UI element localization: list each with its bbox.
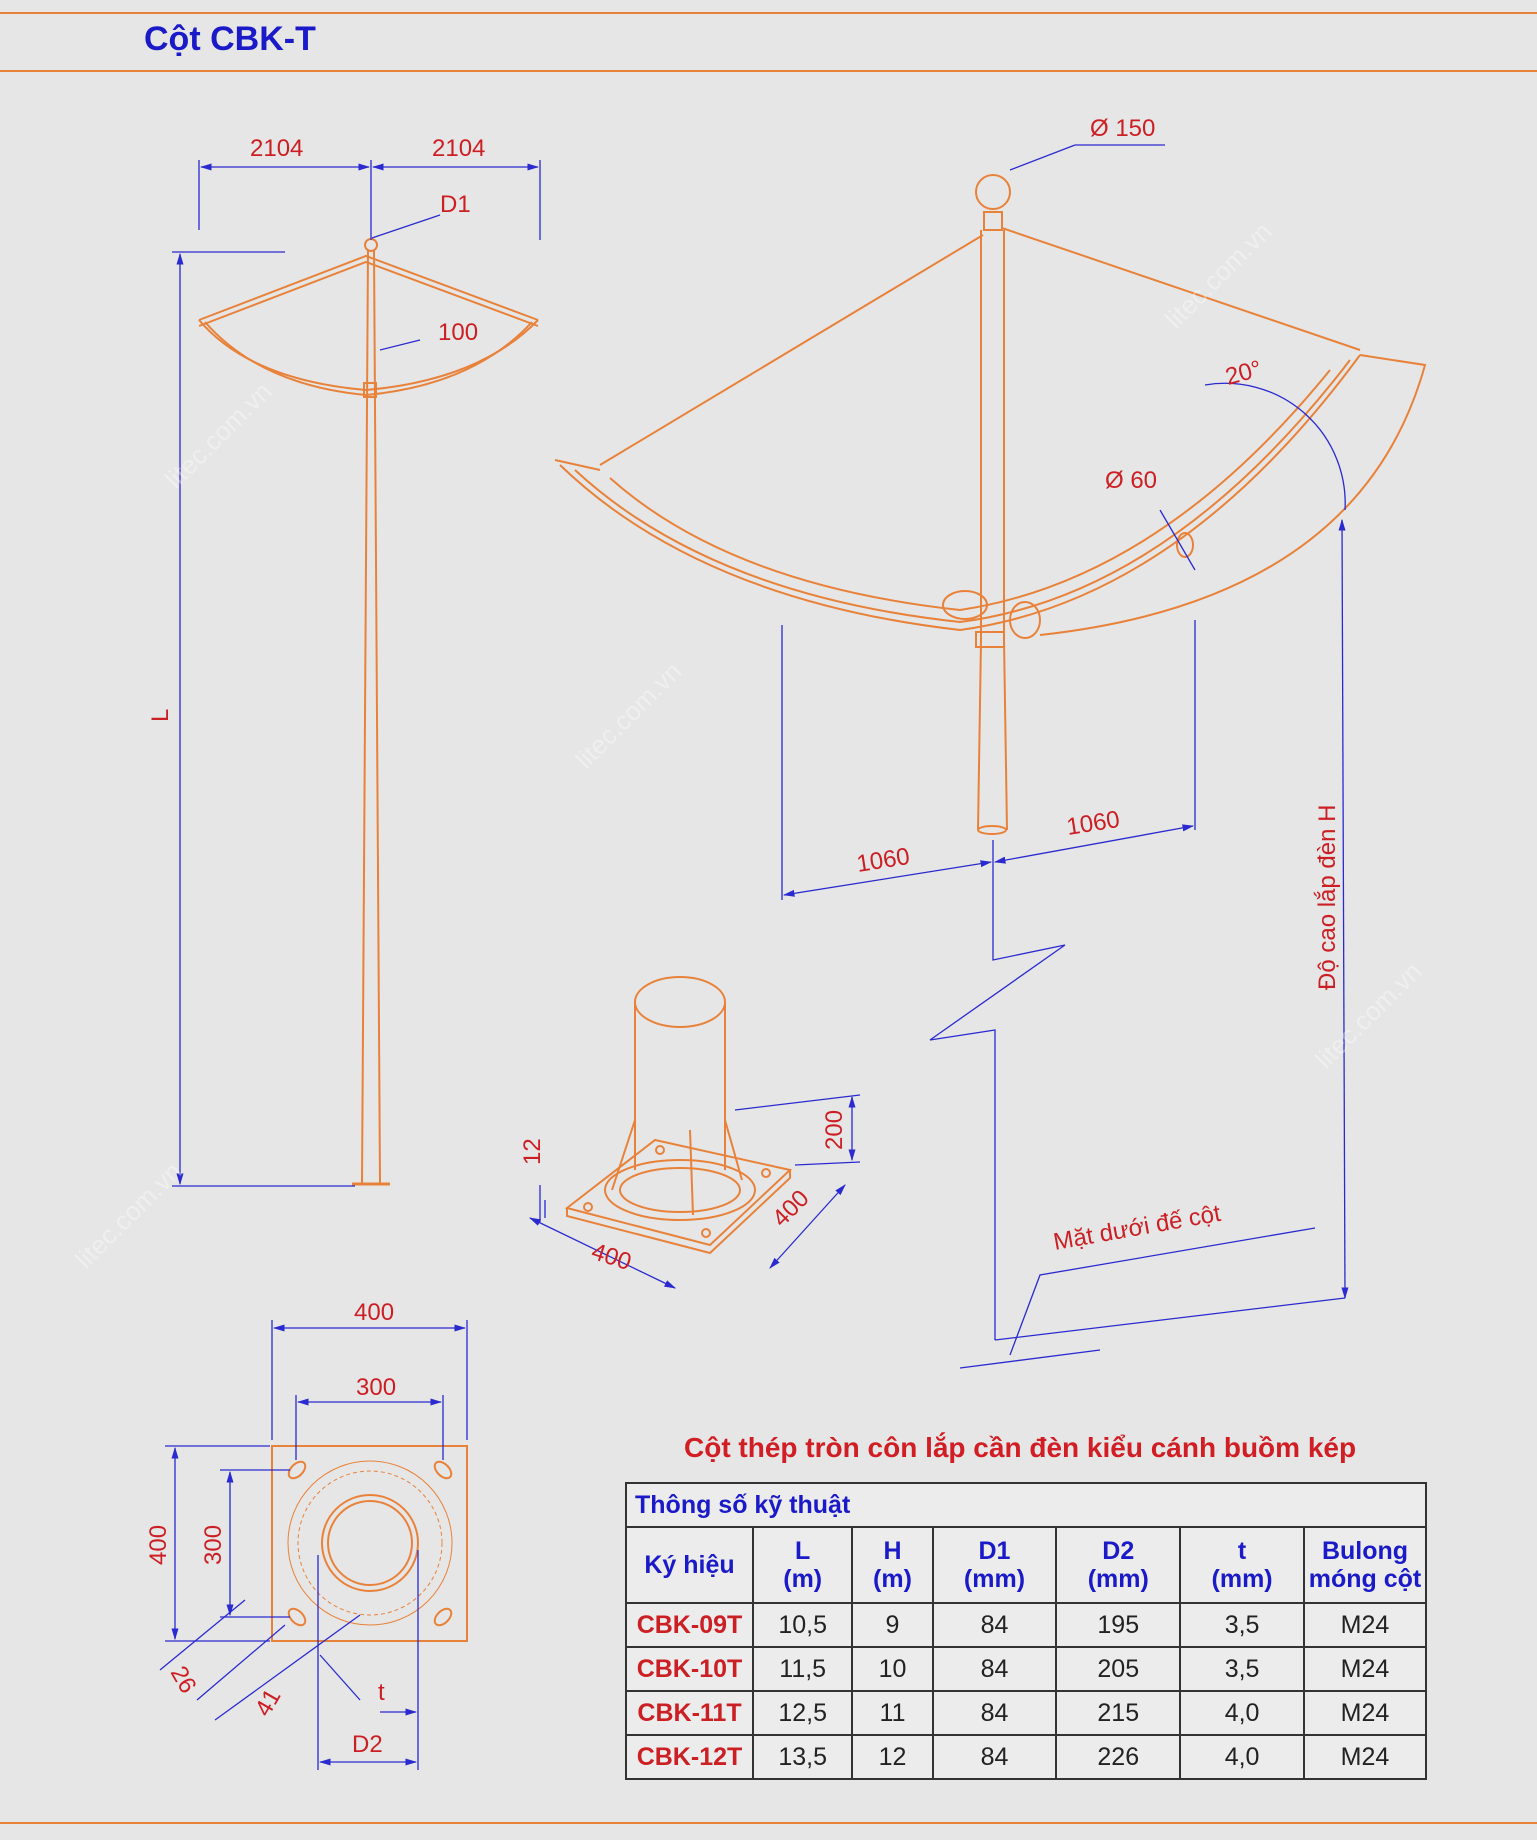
dim-t: t [378, 1679, 385, 1706]
table-row [626, 1691, 1426, 1735]
cell-d2: 195 [1056, 1603, 1180, 1647]
cell-code: CBK-10T [626, 1647, 753, 1691]
cell-t: 4,0 [1180, 1691, 1304, 1735]
page-title: Cột CBK-T [144, 20, 316, 58]
cell-d2: 226 [1056, 1735, 1180, 1779]
dim-2104-right: 2104 [432, 135, 486, 162]
cell-d2: 215 [1056, 1691, 1180, 1735]
header-l: L (m) [753, 1527, 852, 1603]
spec-caption: Thông số kỹ thuật [626, 1483, 1426, 1527]
dim-d2: D2 [352, 1731, 383, 1758]
header-d2: D2 (mm) [1056, 1527, 1180, 1603]
watermark: litec.com.vn [1159, 216, 1278, 335]
cell-code: CBK-11T [626, 1691, 753, 1735]
dim-2104-left: 2104 [250, 135, 304, 162]
cell-code: CBK-09T [626, 1603, 753, 1647]
watermark: litec.com.vn [159, 376, 278, 495]
cell-code: CBK-12T [626, 1735, 753, 1779]
spec-subtitle: Cột thép tròn côn lắp cần đèn kiểu cánh buồm kép [684, 1432, 1357, 1463]
dim-1060-left: 1060 [854, 842, 912, 878]
table-row [626, 1603, 1426, 1647]
cell-h: 12 [852, 1735, 932, 1779]
side-view-dimensions [172, 160, 540, 1186]
cell-t: 3,5 [1180, 1647, 1304, 1691]
cell-t: 4,0 [1180, 1735, 1304, 1779]
base-iso [567, 977, 790, 1253]
cell-h: 11 [852, 1691, 932, 1735]
header-ky-hieu: Ký hiệu [626, 1527, 753, 1603]
header-t: t (mm) [1180, 1527, 1304, 1603]
dim-400-front: 400 [588, 1238, 635, 1277]
cell-d1: 84 [933, 1735, 1057, 1779]
dim-angle-20: 20° [1222, 355, 1265, 391]
cell-l: 13,5 [753, 1735, 852, 1779]
cell-bolt: M24 [1304, 1647, 1426, 1691]
cell-l: 10,5 [753, 1603, 852, 1647]
dim-pipe-60: Ø 60 [1105, 467, 1158, 494]
iso-view-dimensions [782, 145, 1345, 1368]
header-h: H (m) [852, 1527, 932, 1603]
watermark: litec.com.vn [69, 1156, 188, 1275]
base-iso-dimensions [530, 1095, 860, 1288]
dim-26: 26 [164, 1661, 202, 1699]
cell-h: 10 [852, 1647, 932, 1691]
dim-12: 12 [519, 1138, 546, 1165]
cell-d1: 84 [933, 1691, 1057, 1735]
cell-d2: 205 [1056, 1647, 1180, 1691]
dim-1060-right: 1060 [1064, 805, 1122, 841]
label-base-line: Mặt dưới đế cột [1051, 1199, 1223, 1256]
cell-t: 3,5 [1180, 1603, 1304, 1647]
dim-d1: D1 [440, 191, 471, 218]
spec-table [625, 1482, 1427, 1780]
plan-view [272, 1446, 467, 1641]
dim-400-left: 400 [145, 1524, 172, 1565]
dim-41: 41 [249, 1684, 287, 1721]
dim-100: 100 [438, 319, 479, 346]
table-row [626, 1735, 1426, 1779]
spec-header-row [626, 1527, 1426, 1603]
cell-d1: 84 [933, 1603, 1057, 1647]
header-d1: D1 (mm) [933, 1527, 1057, 1603]
dim-height-h: Độ cao lắp đèn H [1314, 804, 1341, 990]
cell-l: 12,5 [753, 1691, 852, 1735]
dim-300-left: 300 [200, 1524, 227, 1565]
cell-bolt: M24 [1304, 1691, 1426, 1735]
header-bulong: Bulong móng cột [1304, 1527, 1426, 1603]
cell-h: 9 [852, 1603, 932, 1647]
dim-l: L [147, 708, 174, 722]
watermark: litec.com.vn [569, 656, 688, 775]
dim-400-side: 400 [767, 1184, 815, 1233]
dim-200: 200 [821, 1109, 848, 1150]
watermark: litec.com.vn [1309, 956, 1428, 1075]
table-row [626, 1647, 1426, 1691]
cell-d1: 84 [933, 1647, 1057, 1691]
iso-view-pole [555, 175, 1425, 834]
cell-l: 11,5 [753, 1647, 852, 1691]
cell-bolt: M24 [1304, 1603, 1426, 1647]
dim-300-top: 300 [356, 1374, 397, 1401]
dim-400-top: 400 [354, 1299, 395, 1326]
dim-ball-150: Ø 150 [1090, 115, 1156, 142]
cell-bolt: M24 [1304, 1735, 1426, 1779]
spec-caption-row [626, 1483, 1426, 1527]
